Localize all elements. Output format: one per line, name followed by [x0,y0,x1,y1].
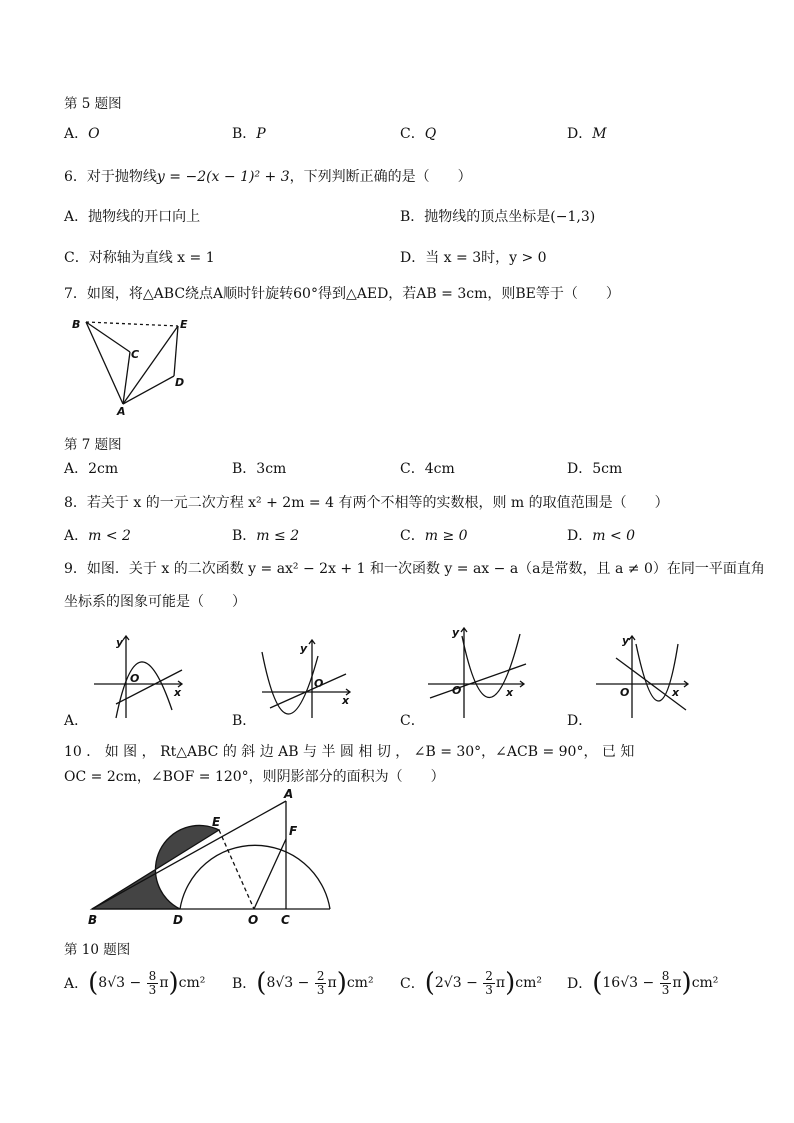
svg-text:O: O [452,684,462,697]
q9-graph-d [592,630,696,720]
q10-label-e: E [212,815,221,829]
q7-option-b[interactable]: B．3cm [232,461,287,477]
q10-label-b: B [88,913,98,927]
q10-option-b[interactable]: B． ( 8√3 − $\frac{2}{3}$ π ) cm² [232,968,374,998]
q9-graph-c [424,622,532,720]
q8-option-b[interactable]: B．m ≤ 2 [232,528,300,544]
svg-text:x: x [342,694,350,707]
q9-option-d[interactable]: D． [567,713,593,729]
q8-option-a[interactable]: A．m < 2 [64,528,131,544]
q5-caption: 第 5 题图 [64,96,122,112]
q6-option-d[interactable]: D．当 x = 3时，y > 0 [400,250,547,266]
q10-label-o: O [248,913,259,927]
svg-text:y: y [452,626,460,639]
q6-equation: y = −2(x − 1)² + 3 [156,169,290,185]
q7-label-a: A [117,405,126,418]
q7-label-e: E [180,318,188,331]
svg-text:x: x [174,686,182,699]
q10-option-d[interactable]: D． ( 16√3 − $\frac{8}{3}$ π ) cm² [567,968,719,998]
q8-stem: 8．若关于 x 的一元二次方程 x² + 2m = 4 有两个不相等的实数根，则 m 的取值范围是（ ） [64,495,669,511]
q10-caption: 第 10 题图 [64,942,131,958]
q10-semicircle [180,845,330,909]
q10-shaded-region [92,825,219,909]
q7-segment-ea [123,326,178,404]
svg-text:y: y [116,636,124,649]
q9-option-b[interactable]: B． [232,713,257,729]
q7-segment-ed [174,326,178,376]
q7-option-d[interactable]: D．5cm [567,461,623,477]
svg-text:x: x [506,686,514,699]
q8-option-d[interactable]: D．m < 0 [567,528,636,544]
q10-label-d: D [173,913,183,927]
q6-option-c[interactable]: C．对称轴为直线 x = 1 [64,250,215,266]
q9b-parabola [262,652,318,714]
q10-option-c[interactable]: C． ( 2√3 − $\frac{2}{3}$ π ) cm² [400,968,542,998]
q6-option-a[interactable]: A．抛物线的开口向上 [64,209,201,225]
q5-option-c[interactable]: C．Q [400,126,437,142]
q10-stem-line2: OC = 2cm，∠BOF = 120°，则阴影部分的面积为（ ） [64,769,445,785]
q10-figure [64,788,340,930]
q7-option-a[interactable]: A．2cm [64,461,119,477]
q5-option-d[interactable]: D．M [567,126,607,142]
q10-segment-of [254,839,286,909]
q10-segment-eo [219,830,254,909]
q5-option-b[interactable]: B．P [232,126,266,142]
q7-segment-be [86,322,178,326]
q10-segment-ab [92,801,286,909]
q7-label-d: D [175,376,185,389]
q5-option-a[interactable]: A．O [64,126,100,142]
q8-option-c[interactable]: C．m ≥ 0 [400,528,468,544]
q10-label-a: A [284,788,294,801]
q7-segment-da [123,376,174,404]
q9-option-a[interactable]: A． [64,713,89,729]
svg-text:y: y [622,634,630,647]
q7-caption: 第 7 题图 [64,437,122,453]
q6-option-b[interactable]: B．抛物线的顶点坐标是(−1,3) [400,209,596,225]
q7-stem: 7．如图，将△ABC绕点A顺时针旋转60°得到△AED，若AB = 3cm，则BE等于（ ） [64,286,620,302]
q7-figure [64,314,200,418]
svg-text:y: y [300,642,308,655]
q9b-line [270,674,346,708]
q10-option-a[interactable]: A． ( 8√3 − $\frac{8}{3}$ π ) cm² [64,968,206,998]
q7-label-b: B [72,318,81,331]
q9-option-c[interactable]: C． [400,713,425,729]
svg-text:O: O [130,672,140,685]
q10-stem-line1: 10 ． 如 图 ， Rt△ABC 的 斜 边 AB 与 半 圆 相 切 ， ∠B = 30°，∠ACB = 90°， 已 知 [64,744,635,760]
q9-stem-line2: 坐标系的图象可能是（ ） [64,594,246,610]
q10-label-f: F [289,824,298,838]
q6-stem: 6．对于抛物线y = −2(x − 1)² + 3，下列判断正确的是（ ） [64,169,472,185]
q9-graph-b [256,634,358,720]
q7-label-c: C [131,348,140,361]
q9-graph-a [88,630,190,720]
q9-stem-line1: 9．如图．关于 x 的二次函数 y = ax² − 2x + 1 和一次函数 y = ax − a（a是常数，且 a ≠ 0）在同一平面直角 [64,561,765,577]
q7-option-c[interactable]: C．4cm [400,461,455,477]
q10-label-c: C [281,913,290,927]
svg-text:O: O [620,686,630,699]
svg-text:x: x [672,686,680,699]
svg-text:O: O [314,677,324,690]
